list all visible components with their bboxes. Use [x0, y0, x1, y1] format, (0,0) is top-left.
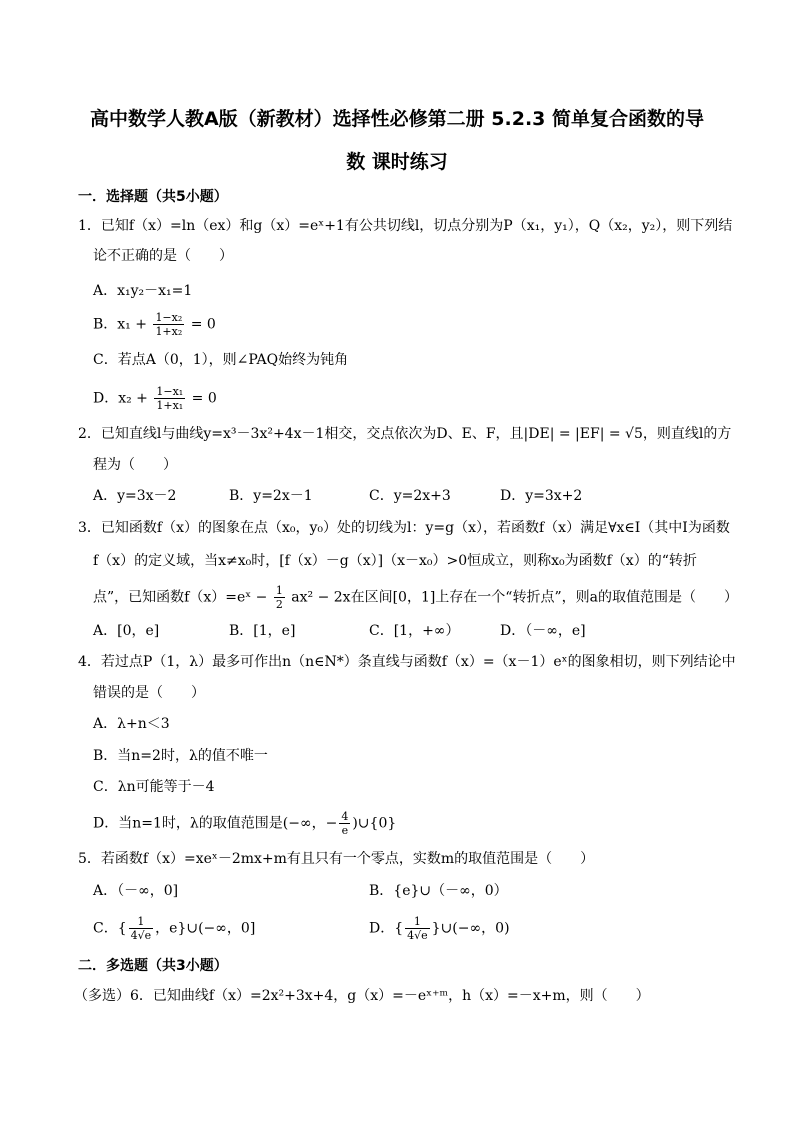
q3-stem-line-1: 3．已知函数f（x）的图象在点（x₀，y₀）处的切线为l：y=g（x），若函数f（x）满足∀x∈I（其中I为函数: [78, 520, 730, 536]
q5-d-den: 4√e: [407, 929, 428, 942]
q1-d-prefix: D．x₂ +: [93, 390, 148, 407]
q1-d-num: 1−x₁: [156, 385, 184, 398]
q3-option-a: A．[0，e]: [93, 623, 160, 639]
q4-option-b: B．当n=2时，λ的值不唯一: [93, 748, 268, 764]
q3-stem-line-3: [93, 584, 738, 611]
q3-den: 2: [275, 598, 283, 611]
title-line-1: 高中数学人教A版（新教材）选择性必修第二册 5.2.3 简单复合函数的导: [89, 108, 705, 130]
q1-b-den: 1+x₂: [155, 325, 183, 338]
q3-line3-prefix: 点”，已知函数f（x）=eˣ −: [93, 589, 268, 606]
q1-d-den: 1+x₁: [156, 399, 184, 412]
q1-option-a: A．x₁y₂－x₁=1: [93, 283, 193, 299]
q5-stem-line-1: 5．若函数f（x）=xeˣ－2mx+m有且只有一个零点，实数m的取值范围是（ ）: [78, 851, 595, 867]
q1-d-suffix: = 0: [191, 390, 217, 407]
q3-option-d: D．（－∞，e]: [500, 623, 586, 639]
q4-option-c: C．λn可能等于－4: [93, 779, 215, 795]
q3-half-fraction: [274, 584, 285, 611]
q1-option-d: [93, 385, 217, 412]
q2-stem-line-2: 程为（ ）: [93, 457, 177, 473]
q3-option-b: B．[1，e]: [229, 623, 296, 639]
q1-option-c: C．若点A（0，1），则∠PAQ始终为钝角: [93, 352, 349, 368]
q6-stem-line-1: （多选）6．已知曲线f（x）=2x²+3x+4，g（x）=－eˣ⁺ᵐ，h（x）=－x+m，则（ ）: [74, 988, 650, 1004]
q4-d-den: e: [341, 824, 349, 837]
q3-num: 1: [275, 584, 283, 597]
q5-option-b: B．{e}∪（－∞，0）: [369, 883, 508, 899]
q1-d-fraction: [154, 385, 185, 412]
q5-d-suffix: }∪(−∞，0): [431, 920, 510, 937]
q1-stem-line-1: 1．已知f（x）=ln（ex）和g（x）=eˣ+1有公共切线l，切点分别为P（x₁，y₁），Q（x₂，y₂），则下列结: [78, 218, 733, 234]
section-multi-heading: 二．多选题（共3小题）: [78, 958, 228, 974]
q5-c-den: 4√e: [130, 929, 152, 942]
q5-c-num: 1: [129, 915, 154, 929]
q2-option-a: A．y=3x－2: [93, 488, 177, 504]
q4-d-fraction: [339, 810, 350, 837]
q4-stem-line-2: 错误的是（ ）: [93, 685, 205, 701]
q5-d-prefix: D．{: [369, 920, 404, 937]
q5-c-prefix: C．{: [93, 920, 127, 937]
q5-option-d: [369, 915, 510, 942]
q3-stem-line-2: f（x）的定义域，当x≠x₀时，[f（x）－g（x）]（x－x₀）>0恒成立，则称x₀为函数f（x）的“转折: [93, 553, 697, 569]
q1-option-b: [93, 311, 216, 338]
q2-stem-line-1: 2．已知直线l与曲线y=x³－3x²+4x－1相交，交点依次为D、E、F，且|DE| = |EF| = √5，则直线l的方: [78, 426, 732, 442]
title-line-2: 数 课时练习: [346, 151, 448, 173]
q2-option-c: C．y=2x+3: [369, 488, 451, 504]
q4-d-prefix: D．当n=1时，λ的取值范围是(−∞，−: [93, 815, 338, 832]
q2-option-b: B．y=2x－1: [229, 488, 313, 504]
q5-c-fraction: [129, 915, 154, 942]
q4-stem-line-1: 4．若过点P（1，λ）最多可作出n（n∈N*）条直线与函数f（x）=（x－1）eˣ的图象相切，则下列结论中: [78, 654, 736, 670]
q1-b-suffix: = 0: [190, 316, 216, 333]
q5-option-a: A．（－∞，0]: [93, 883, 179, 899]
section-choice-heading: 一．选择题（共5小题）: [78, 189, 228, 205]
q1-b-num: 1−x₂: [155, 311, 183, 324]
q3-option-c: C．[1，+∞）: [369, 623, 460, 639]
q5-d-fraction: [405, 915, 430, 942]
q4-option-a: A．λ+n＜3: [93, 716, 170, 732]
q3-line3-suffix: ax² − 2x在区间[0，1]上存在一个“转折点”，则a的取值范围是（ ）: [291, 589, 738, 606]
q4-option-d: [93, 810, 396, 837]
q5-d-num: 1: [405, 915, 430, 929]
q4-d-num: 4: [341, 810, 349, 823]
q2-option-d: D．y=3x+2: [500, 488, 583, 504]
q1-stem-line-2: 论不正确的是（ ）: [93, 248, 233, 264]
q5-c-suffix: ，e}∪(−∞，0]: [155, 920, 256, 937]
q4-d-suffix: )∪{0}: [352, 815, 397, 832]
q5-option-c: [93, 915, 255, 942]
q1-b-prefix: B．x₁ +: [93, 316, 147, 333]
q1-b-fraction: [153, 311, 184, 338]
